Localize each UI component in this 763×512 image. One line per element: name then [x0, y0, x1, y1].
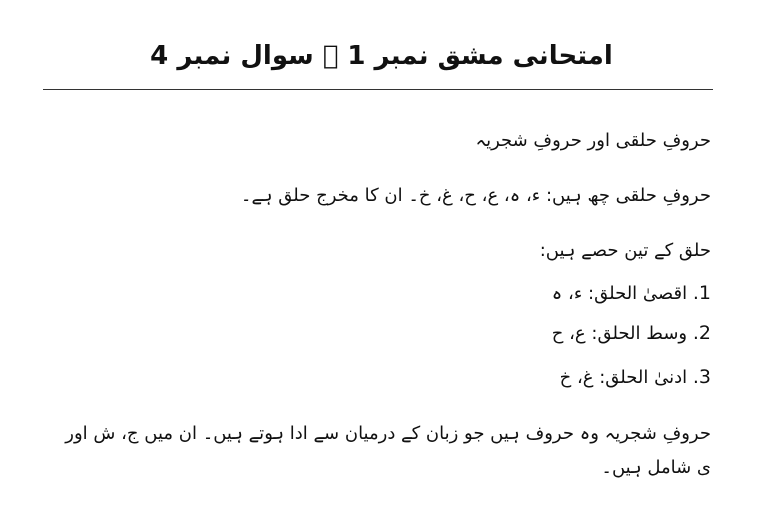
list-item-number: 2. — [692, 322, 711, 344]
list-item-number: 3. — [692, 366, 711, 388]
shajariya-paragraph: حروفِ شجریہ وہ حروف ہیں جو زبان کے درمیان سے ادا ہوتے ہیں۔ ان میں ج، ش اور ی شامل ہیں۔ — [65, 423, 711, 478]
list-item-text: ادنیٰ الحلق: غ، خ — [559, 367, 688, 388]
list-item-number: 1. — [692, 282, 711, 304]
list-item-text: اقصیٰ الحلق: ء، ہ — [551, 283, 688, 304]
section-heading: حروفِ حلقی اور حروفِ شجریہ — [475, 130, 711, 151]
parts-intro: حلق کے تین حصے ہیں: — [539, 240, 711, 261]
list-item-text: وسط الحلق: ع، ح — [551, 323, 688, 344]
page-title: امتحانی مشق نمبر 1 ⃞ سوال نمبر 4 — [150, 41, 613, 71]
list-item — [552, 278, 711, 309]
list-item — [552, 318, 711, 349]
halqi-intro: حروفِ حلقی چھ ہیں: ء، ہ، ع، ح، غ، خ۔ ان کا مخرج حلق ہے۔ — [240, 185, 711, 206]
list-item — [560, 362, 711, 393]
title-divider — [43, 89, 713, 90]
